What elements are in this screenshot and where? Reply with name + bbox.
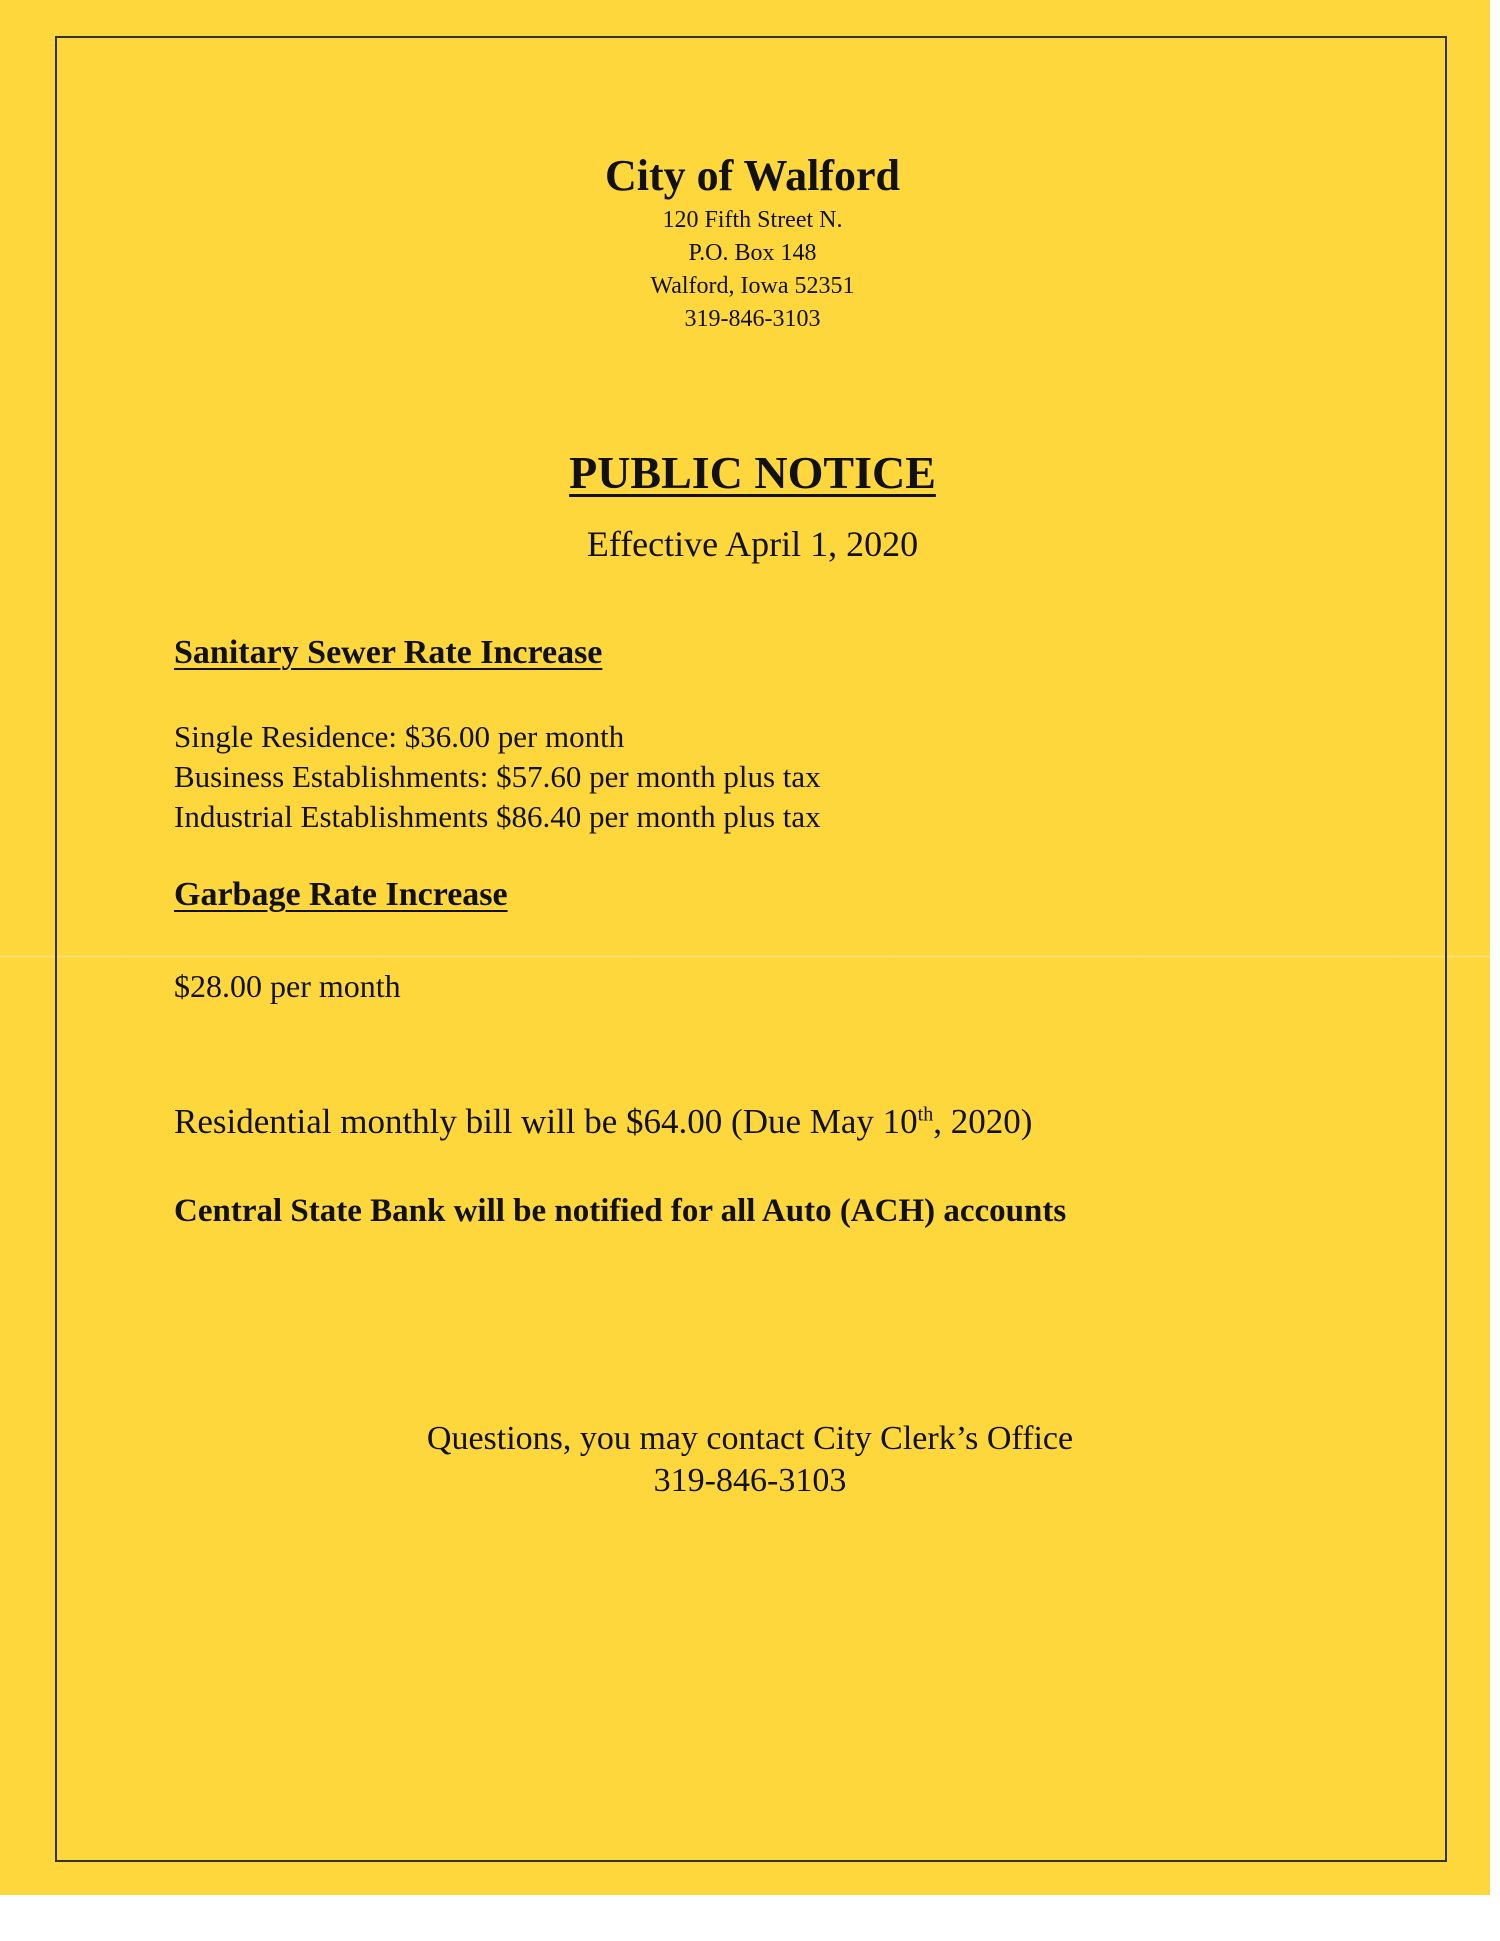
garbage-heading — [174, 874, 508, 916]
notice-title — [0, 445, 1500, 501]
contact-line: Questions, you may contact City Clerk’s Office — [426, 1420, 1074, 1457]
garbage-heading-text: Garbage Rate Increase — [174, 876, 508, 913]
rate-single-residence: Single Residence: $36.00 per month — [174, 719, 625, 754]
effective-date: Effective April 1, 2020 — [586, 524, 919, 564]
residential-bill — [174, 1100, 1032, 1144]
city-address — [0, 204, 1500, 336]
bank-notice: Central State Bank will be notified for all Auto (ACH) accounts — [174, 1193, 1067, 1229]
rate-business: Business Establishments: $57.60 per month plus tax — [174, 759, 821, 794]
sewer-rates — [174, 717, 821, 837]
garbage-rate: $28.00 per month — [174, 968, 401, 1004]
address-street: 120 Fifth Street N. — [662, 207, 843, 233]
address-po-box: P.O. Box 148 — [688, 240, 817, 266]
sewer-heading-text: Sanitary Sewer Rate Increase — [174, 634, 603, 671]
city-name: City of Walford — [605, 151, 900, 200]
residential-bill-text: Residential monthly bill will be $64.00 (Due May 10 — [174, 1102, 918, 1141]
residential-bill-ordinal: th — [917, 1103, 934, 1126]
contact-phone: 319-846-3103 — [653, 1462, 847, 1499]
notice-title-text: PUBLIC NOTICE — [569, 447, 936, 498]
rate-industrial: Industrial Establishments $86.40 per month plus tax — [174, 799, 821, 834]
sewer-heading — [174, 632, 602, 674]
residential-bill-year: , 2020) — [933, 1102, 1033, 1141]
address-city-state-zip: Walford, Iowa 52351 — [650, 273, 855, 299]
contact-info — [0, 1418, 1500, 1502]
address-phone: 319-846-3103 — [684, 306, 821, 332]
